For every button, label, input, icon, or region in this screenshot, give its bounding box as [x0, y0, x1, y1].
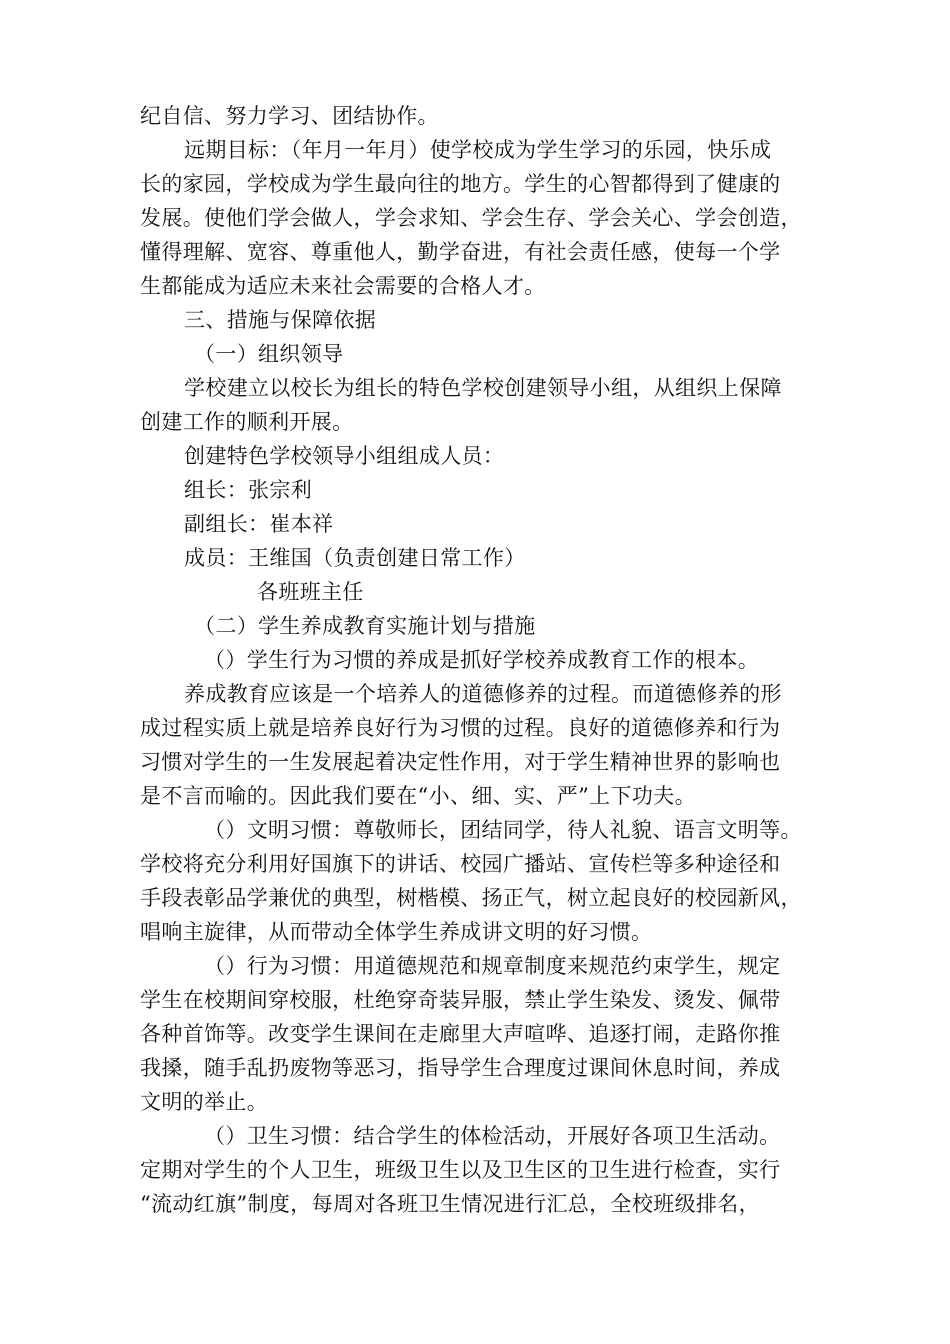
- text-line: 组长：张宗利: [184, 478, 313, 502]
- text-line: 学生在校期间穿校服，杜绝穿奇装异服，禁止学生染发、烫发、佩带: [140, 988, 781, 1012]
- text-line: 习惯对学生的一生发展起着决定性作用，对于学生精神世界的影响也: [140, 750, 781, 774]
- text-line: 学校建立以校长为组长的特色学校创建领导小组，从组织上保障: [184, 376, 782, 400]
- text-line: 养成教育应该是一个培养人的道德修养的过程。而道德修养的形: [184, 682, 782, 706]
- text-line: 成员：王维国（负责创建日常工作）: [184, 546, 526, 570]
- text-line: （）文明习惯：尊敬师长，团结同学，待人礼貌、语言文明等。: [204, 818, 802, 842]
- text-line: 手段表彰品学兼优的典型，树楷模、扬正气，树立起良好的校园新风，: [140, 886, 802, 910]
- subsection-heading: （二）学生养成教育实施计划与措施: [194, 614, 536, 638]
- text-line: 唱响主旋律，从而带动全体学生养成讲文明的好习惯。: [140, 920, 653, 944]
- text-line: 各班班主任: [257, 580, 364, 604]
- text-line: （）行为习惯：用道德规范和规章制度来规范约束学生，规定: [204, 954, 781, 978]
- text-line: 创建特色学校领导小组组成人员：: [184, 444, 505, 468]
- text-line: 定期对学生的个人卫生，班级卫生以及卫生区的卫生进行检查，实行: [140, 1158, 781, 1182]
- text-line: 成过程实质上就是培养良好行为习惯的过程。良好的道德修养和行为: [140, 716, 781, 740]
- text-line: 长的家园，学校成为学生最向往的地方。学生的心智都得到了健康的: [140, 172, 781, 196]
- text-line: 远期目标：（年月一年月）使学校成为学生学习的乐园，快乐成: [184, 138, 772, 162]
- text-line: 创建工作的顺利开展。: [140, 410, 354, 434]
- section-heading: 三、措施与保障依据: [184, 308, 377, 332]
- text-line: 纪自信、努力学习、团结协作。: [140, 104, 439, 128]
- text-line: 生都能成为适应未来社会需要的合格人才。: [140, 274, 546, 298]
- text-line: 懂得理解、宽容、尊重他人，勤学奋进，有社会责任感，使每一个学: [140, 240, 781, 264]
- subsection-heading: （一）组织领导: [194, 342, 344, 366]
- text-line: “流动红旗”制度，每周对各班卫生情况进行汇总，全校班级排名，: [140, 1192, 760, 1216]
- text-line: 是不言而喻的。因此我们要在“小、细、实、严”上下功夫。: [140, 784, 696, 808]
- text-line: 我搡，随手乱扔废物等恶习，指导学生合理度过课间休息时间，养成: [140, 1056, 781, 1080]
- text-line: （）卫生习惯：结合学生的体检活动，开展好各项卫生活动。: [204, 1124, 781, 1148]
- text-line: 学校将充分利用好国旗下的讲话、校园广播站、宣传栏等多种途径和: [140, 852, 781, 876]
- text-line: 发展。使他们学会做人，学会求知、学会生存、学会关心、学会创造，: [140, 206, 802, 230]
- text-line: 副组长：崔本祥: [184, 512, 334, 536]
- text-line: （）学生行为习惯的养成是抓好学校养成教育工作的根本。: [204, 648, 760, 672]
- text-line: 各种首饰等。改变学生课间在走廊里大声喧哗、追逐打闹，走路你推: [140, 1022, 781, 1046]
- text-line: 文明的举止。: [140, 1090, 269, 1114]
